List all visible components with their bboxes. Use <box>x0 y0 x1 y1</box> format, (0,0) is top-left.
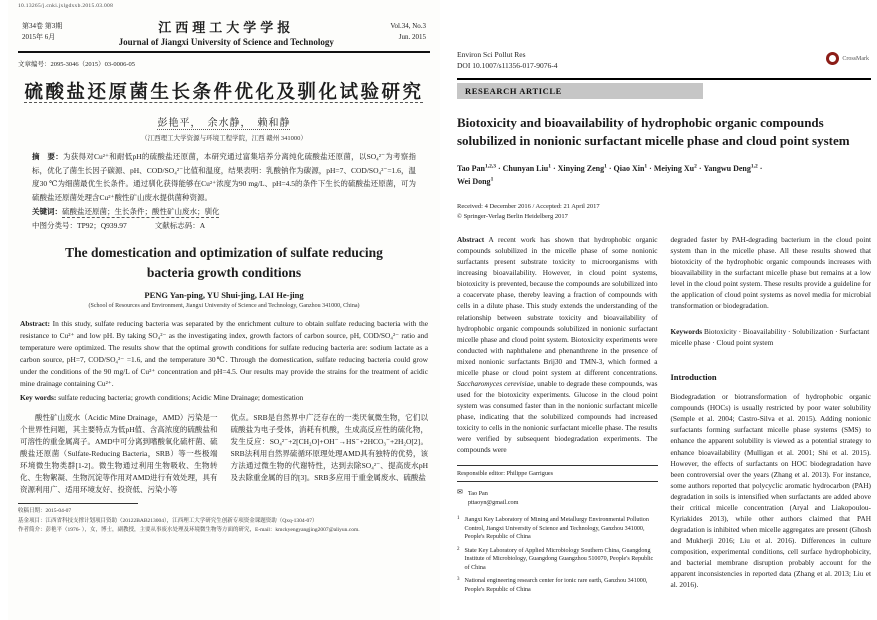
author <box>654 164 704 173</box>
author <box>457 164 503 173</box>
journal-name: Environ Sci Pollut Res <box>457 50 526 59</box>
left-journal-title-block <box>119 17 334 47</box>
date-en: Jun. 2015 <box>398 33 426 41</box>
affiliation-number: 1 <box>457 516 460 522</box>
affiliation-item <box>457 516 658 542</box>
author-affil-sup: 2 <box>694 163 697 169</box>
chinese-keywords <box>32 206 416 217</box>
header-divider-rule <box>18 51 430 53</box>
left-body-columns <box>20 412 428 496</box>
author-name: Meiying Xu <box>653 163 695 173</box>
english-article-title: The domestication and optimization of sulfate reducing bacteria growth conditions <box>65 245 383 280</box>
clc-number: 中图分类号：TP92；Q939.97 <box>32 221 127 230</box>
left-body-column-2 <box>231 412 429 496</box>
english-abstract-label: Abstract: <box>20 319 50 329</box>
english-abstract-text: In this study, sulfate reducing bacteria was separated by the enrichment culture to obtain sulfate reducing bacteria with the resistance to Cu²⁺ and low pH. By taking SO₄²⁻ as the investigating index, growth factors of carbon source, pH, COD/SO₄²⁻ ratio and temperature were optimized. The results show that the optimal growth conditions for sulfate reducing bacteria are: sodium lactate as a carbon source, pH=7, COD/SO₄²⁻ =1.6, and the temperature 30℃. Through the domestication, sulfate reducing bacteria could grow under the conditions of the 90 mg/L of Cu²⁺ concentration and pH=4.5. Our results may provide the strains for the treatment of acidic mine drainage containing Cu²⁺. <box>20 319 428 389</box>
abstract-text-part1: A recent work has shown that hydrophobic organic compounds solubilized in the micelle phase of some nonionic surfactants present substrate toxicity to microorganisms with increasing bioavailability. However, in cloud point systems, biotoxicity is prevented, because the compounds are solubilized into a coacervate phase, thereby leaving a fraction of compounds with cells in a dilute phase. This study extends the understanding of the relationship between substrate toxicity and bioavailability of hydrophobic organic compounds solubilized in nonionic surfactant micelle phase and cloud point system. Biotoxicity experiments were conducted with naphthalene and phenanthrene in the presence of mixed nonionic surfactants Brij30 and TMN-3, which formed a micelle phase or cloud point system at different concentrations. <box>457 234 658 377</box>
corresponding-author-name: Tao Pan <box>467 489 488 497</box>
affiliation-item <box>457 547 658 573</box>
chinese-authors: 彭艳平， 余水静， 赖和静 <box>157 118 291 129</box>
doi-line: DOI 10.1007/s11356-017-9076-4 <box>457 60 558 70</box>
author-affil-sup: 1 <box>644 163 648 169</box>
left-journal-header <box>18 17 430 47</box>
copyright-line: © Springer-Verlag Berlin Heidelberg 2017 <box>457 212 568 220</box>
chinese-article-title: 硫酸盐还原菌生长条件优化及驯化试验研究 <box>24 83 424 103</box>
right-page-header <box>457 50 871 72</box>
chinese-abstract <box>32 150 416 204</box>
crossmark-badge[interactable] <box>826 52 869 65</box>
chinese-keywords-terms: 硫酸盐还原菌；生长条件；酸性矿山废水；驯化 <box>62 207 220 216</box>
body-paragraph-col2: 优点。SRB是自然界中广泛存在的一类厌氧微生物，它们以硫酸盐为电子受体，消耗有机酸，生成高反应性的硫化物，发生反应：SO₄²⁻+2[CH₂O]+OH⁻→HS⁻+2HCO₃⁻+2H₂O[2]。SRB法利用自然界硫循环原理处理AMD具有独特的优势，该方法通过微生物的代谢特性，达到去除SO₄²⁻、提高废水pH及去除重金属的目的[3]。SRB多应用于重金属废水、硫酸盐 <box>230 413 428 483</box>
english-authors: PENG Yan-ping, YU Shui-jing, LAI He-jing <box>144 290 304 301</box>
author-name: Yangwu Deng <box>703 163 751 173</box>
classification-line <box>32 220 416 231</box>
journal-title-en: Journal of Jiangxi University of Science and Technology <box>118 37 334 47</box>
affiliation-text: Jiangxi Key Laboratory of Mining and Metallurgy Environmental Pollution Control, Jiangxi University of Science and Technology, Ganzhou 341000, People's Republic of China <box>464 517 649 541</box>
crossmark-icon <box>826 52 839 65</box>
introduction-heading: Introduction <box>670 372 717 383</box>
volume-issue-cn: 第34卷 第3期 <box>22 21 63 30</box>
author-name: Wei Dong <box>457 177 491 187</box>
abstract-continuation: degraded faster by PAH-degrading bacterium in the cloud point system than in the micelle phase. All these results showed that biotoxicity of the hydrophobic organic compounds increases with bioavailability in the surfactant micelle phase but remains at a low level in the cloud point system. These results provide a guideline for the application of cloud point systems as novel media for microbial transformation or biodegradation. <box>670 234 871 311</box>
chinese-affiliation: （江西理工大学资源与环境工程学院，江西 赣州 341000） <box>141 135 307 142</box>
author-affil-sup: 1,2 <box>750 163 758 169</box>
english-affiliation: (School of Resources and Environment, Jiangxi University of Science and Technology, Ganzhou 341000, China) <box>88 303 360 310</box>
keywords-block <box>671 326 872 349</box>
corresponding-author-block <box>457 489 658 508</box>
author-affil-sup: 1 <box>604 163 607 169</box>
right-footnote-block <box>457 465 658 595</box>
article-number: 文章编号：2095-3046（2015）03-0006-05 <box>18 61 135 68</box>
journal-title-cn: 江西理工大学学报 <box>158 20 295 35</box>
corresponding-author <box>468 489 519 508</box>
email-icon: ✉ <box>457 487 463 496</box>
two-column-body <box>457 234 871 594</box>
affiliation-text: National engineering research center for ionic rare earth, Ganzhou 341000, People's Republic of China <box>464 578 648 593</box>
keywords-terms: Biotoxicity · Bioavailability · Solubilization · Surfactant micelle phase · Cloud point system <box>670 326 870 347</box>
received-accepted-block <box>457 202 871 222</box>
left-header-volume-cn <box>22 21 62 43</box>
english-abstract <box>20 318 428 390</box>
body-paragraph-col1: 酸性矿山废水（Acidic Mine Drainage，AMD）污染是一个世界性问题，其主要特点为低pH值、含高浓度的硫酸盐和可溶性的重金属离子。AMD中可分离到嗜酸氧化硫杆菌、硫酸盐还原菌（Sulfate-Reducing Bacteria，SRB）等一些极端环境微生物类群[1-2]。微生物通过利用生物吸收、生物转化、生物絮凝、生物沉淀等作用对AMD进行有效处理，具有资源利用广、适用环境友好、投资低、污染小等 <box>20 413 218 495</box>
chinese-abstract-text: 为获得对Cu²⁺和耐低pH的硫酸盐还原菌，本研究通过富集培养分离纯化硫酸盐还原菌，以SO₄²⁻为考察指标，优化了菌生长因子碳源、pH、COD/SO₄²⁻比值和温度，结果表明：乳酸钠作为碳源，pH=7、COD/SO₄²⁻=1.6，温度30 ℃为细菌最优生长条件。通过驯化获得能够在Cu²⁺浓度为90 mg/L、pH=4.5的条件下生长的硫酸盐还原菌，可为硫酸盐还原菌处理含Cu²⁺酸性矿山废水提供菌种资源。 <box>32 152 416 202</box>
funding-note: 基金项目：江西省科技支撑计划项目资助（20122BAB213004），江西理工大学研究生创新专项资金课题资助（Qxq-1304-07） <box>18 517 318 524</box>
author <box>614 164 654 173</box>
author <box>558 164 614 173</box>
affiliation-text: State Key Laboratory of Applied Microbiology Southern China, Guangdong Institute of Microbiology, Guangdong Guangzhou 510070, People's Republic of China <box>464 547 654 571</box>
affiliation-number: 3 <box>457 577 460 583</box>
received-date-note: 收稿日期：2015-04-07 <box>18 508 72 515</box>
chinese-abstract-label: 摘 要： <box>32 152 63 161</box>
authors-line <box>457 162 787 189</box>
author-name: Qiao Xin <box>613 163 645 173</box>
author-name: Chunyan Liu <box>502 163 549 173</box>
english-keywords <box>20 393 428 402</box>
left-page <box>8 0 440 620</box>
affiliation-item <box>457 577 658 594</box>
introduction-paragraph: Biodegradation or biotransformation of hydrophobic organic compounds (HOCs) is usually restricted by poor water solubility (Semple et al. 2004; Castro-Silva et al. 2015). Adding nonionic surfactants forming surfactant micelle phase systems (SMS) to enhance the apparent solubility is viewed as a potential strategy to enhance bioavailability (Mulligan et al. 2001; Shi et al. 2015). However, the effects of surfactants on HOC biodegradation have been controversial over the years (Zhang et al. 2013). For instance, some authors reported that polycyclic aromatic hydrocarbon (PAH) degradation in soils is intensified when surfactants are added above their critical micelle concentration (Aryal and Liakopoulou-Kyriakides 2013), while other authors claimed that PAH degradation is inhibited when micelle aggregates are present (Ghosh and Mukherji 2016; Liu et al. 2016). Differences in culture composition, experimental conditions, cell surface hydrophobicity, and bacterial membrane disruption probably account for the apparent inconsistencies in reported data (Zhang et al. 2013; Liu et al. 2016). <box>670 392 871 590</box>
left-page-doi: 10.13265/j.cnki.jxlgdxxb.2015.03.008 <box>18 3 114 9</box>
responsible-editor-line: Responsible editor: Philippe Garrigues <box>457 465 658 482</box>
header-rule <box>457 78 871 80</box>
english-keywords-terms: sulfate reducing bacteria; growth conditions; Acidic Mine Drainage; domestication <box>58 393 304 403</box>
date-cn: 2015年 6月 <box>22 33 56 41</box>
left-footnotes <box>18 507 430 536</box>
author-affil-sup: 1,2,3 <box>484 163 496 169</box>
received-accepted-line: Received: 4 December 2016 / Accepted: 21 April 2017 <box>457 202 600 210</box>
right-page <box>455 50 873 620</box>
body-column-right <box>671 234 872 594</box>
abstract-species-italic: Saccharomyces cerevisiae <box>457 378 534 388</box>
author-affil-sup: 1 <box>548 163 551 169</box>
volume-issue-en: Vol.34, No.3 <box>390 21 426 30</box>
left-body-column-1 <box>20 412 218 496</box>
author <box>704 164 763 173</box>
affiliation-number: 2 <box>457 546 460 552</box>
author <box>457 177 493 186</box>
research-article-banner: RESEARCH ARTICLE <box>457 83 703 99</box>
document-code: 文献标志码：A <box>154 221 206 230</box>
author <box>503 164 558 173</box>
footnote-divider-rule <box>18 503 138 504</box>
body-column-left <box>457 234 658 594</box>
chinese-keywords-label: 关键词： <box>32 207 62 216</box>
affiliations-list <box>457 516 658 594</box>
left-header-volume-en <box>390 21 426 43</box>
abstract-text-part2: , unable to degrade these compounds, was used for the biotoxicity experiments. Glucose in the cloud point system was consumed faster than in the nonionic surfactant micelle phase, indicating that the solubilized compounds had increased toxicity to cells in the nonionic surfactant micelle phase. The results were verified by subsequent biodegradation experiments. The compounds were <box>457 378 658 455</box>
crossmark-label: CrossMark <box>842 55 869 62</box>
corresponding-author-email[interactable]: pttaoyn@gmail.com <box>467 498 519 506</box>
abstract-label: Abstract <box>457 234 485 244</box>
author-affil-sup: 1 <box>490 176 494 183</box>
author-name: Tao Pan <box>457 163 485 173</box>
keywords-label: Keywords <box>670 326 703 336</box>
author-bio-note: 作者简介：彭艳平（1976- ），女，博士，副教授，主要从事废水处理及环境微生物等方面的研究，E-mail：kmckyengyangjing2007@aliyun.com. <box>18 527 360 534</box>
author-name: Xinying Zeng <box>557 163 605 173</box>
paper-title: Biotoxicity and bioavailability of hydrophobic organic compounds solubilized in nonionic surfactant micelle phase and cloud point system <box>457 114 850 149</box>
abstract-paragraph <box>457 234 658 456</box>
english-keywords-label: Key words: <box>20 393 57 403</box>
